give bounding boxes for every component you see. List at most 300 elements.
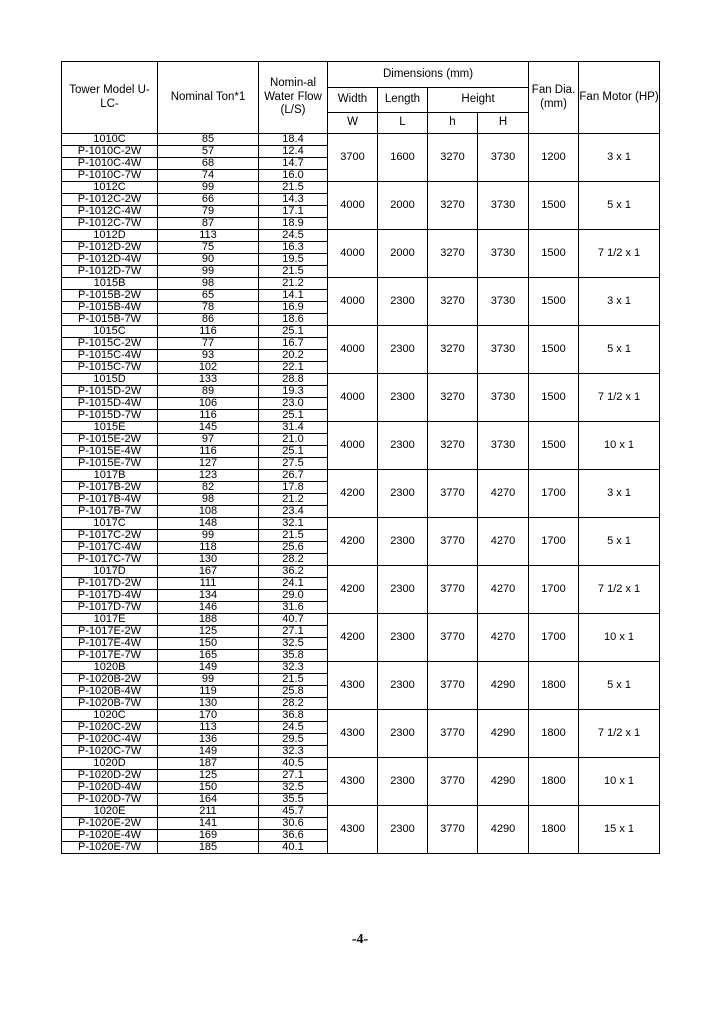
cell-nominal-ton: 74 bbox=[158, 170, 259, 182]
cell-model: P-1020D-4W bbox=[62, 782, 158, 794]
cell-height-h: 3770 bbox=[428, 710, 478, 758]
cell-water-flow: 30.6 bbox=[259, 818, 328, 830]
cell-nominal-ton: 106 bbox=[158, 398, 259, 410]
cell-height-h: 3270 bbox=[428, 374, 478, 422]
cell-model: 1015B bbox=[62, 278, 158, 290]
cell-length: 2000 bbox=[378, 230, 428, 278]
cell-height-H: 3730 bbox=[478, 326, 529, 374]
cell-nominal-ton: 145 bbox=[158, 422, 259, 434]
cell-nominal-ton: 98 bbox=[158, 494, 259, 506]
cell-model: P-1020D-7W bbox=[62, 794, 158, 806]
cell-nominal-ton: 57 bbox=[158, 146, 259, 158]
cell-height-h: 3770 bbox=[428, 614, 478, 662]
cell-height-h: 3770 bbox=[428, 470, 478, 518]
cell-nominal-ton: 98 bbox=[158, 278, 259, 290]
cell-water-flow: 24.1 bbox=[259, 578, 328, 590]
cell-water-flow: 14.3 bbox=[259, 194, 328, 206]
cell-nominal-ton: 108 bbox=[158, 506, 259, 518]
cell-fan-motor: 7 1/2 x 1 bbox=[579, 710, 660, 758]
cell-model: P-1017D-2W bbox=[62, 578, 158, 590]
cell-water-flow: 16.9 bbox=[259, 302, 328, 314]
cell-nominal-ton: 188 bbox=[158, 614, 259, 626]
cell-length: 2000 bbox=[378, 182, 428, 230]
header-water-flow: Nomin-al Water Flow (L/S) bbox=[259, 62, 328, 134]
cell-fan-dia: 1200 bbox=[529, 134, 579, 182]
cell-water-flow: 32.5 bbox=[259, 638, 328, 650]
cell-model: P-1012C-7W bbox=[62, 218, 158, 230]
cell-water-flow: 23.0 bbox=[259, 398, 328, 410]
cell-nominal-ton: 125 bbox=[158, 626, 259, 638]
header-fan-dia: Fan Dia. (mm) bbox=[529, 62, 579, 134]
cell-nominal-ton: 65 bbox=[158, 290, 259, 302]
cell-nominal-ton: 79 bbox=[158, 206, 259, 218]
cell-nominal-ton: 93 bbox=[158, 350, 259, 362]
cell-model: P-1017B-2W bbox=[62, 482, 158, 494]
cell-fan-motor: 15 x 1 bbox=[579, 806, 660, 854]
table-row bbox=[62, 422, 660, 434]
cell-height-H: 3730 bbox=[478, 374, 529, 422]
header-height: Height bbox=[428, 88, 529, 113]
cell-fan-dia: 1800 bbox=[529, 806, 579, 854]
cell-nominal-ton: 164 bbox=[158, 794, 259, 806]
cell-water-flow: 20.2 bbox=[259, 350, 328, 362]
cell-height-H: 3730 bbox=[478, 182, 529, 230]
cell-fan-dia: 1700 bbox=[529, 470, 579, 518]
cell-fan-dia: 1800 bbox=[529, 710, 579, 758]
cell-nominal-ton: 127 bbox=[158, 458, 259, 470]
cell-model: P-1020C-4W bbox=[62, 734, 158, 746]
cell-height-H: 3730 bbox=[478, 230, 529, 278]
header-nominal-ton: Nominal Ton*1 bbox=[158, 62, 259, 134]
cell-model: P-1012D-2W bbox=[62, 242, 158, 254]
cell-length: 2300 bbox=[378, 374, 428, 422]
cell-model: 1015D bbox=[62, 374, 158, 386]
cell-water-flow: 45.7 bbox=[259, 806, 328, 818]
cell-model: P-1020D-2W bbox=[62, 770, 158, 782]
cell-model: 1020C bbox=[62, 710, 158, 722]
cell-height-H: 4290 bbox=[478, 758, 529, 806]
cell-model: P-1015D-4W bbox=[62, 398, 158, 410]
cell-height-H: 4290 bbox=[478, 710, 529, 758]
cell-fan-dia: 1500 bbox=[529, 326, 579, 374]
cell-nominal-ton: 136 bbox=[158, 734, 259, 746]
cell-model: P-1015C-2W bbox=[62, 338, 158, 350]
cell-nominal-ton: 167 bbox=[158, 566, 259, 578]
cell-fan-motor: 7 1/2 x 1 bbox=[579, 230, 660, 278]
cell-length: 1600 bbox=[378, 134, 428, 182]
cell-water-flow: 19.5 bbox=[259, 254, 328, 266]
cell-height-H: 4270 bbox=[478, 614, 529, 662]
cell-model: P-1020B-4W bbox=[62, 686, 158, 698]
cell-fan-dia: 1800 bbox=[529, 662, 579, 710]
cell-model: P-1015B-4W bbox=[62, 302, 158, 314]
cell-nominal-ton: 77 bbox=[158, 338, 259, 350]
cell-water-flow: 14.1 bbox=[259, 290, 328, 302]
cell-nominal-ton: 113 bbox=[158, 230, 259, 242]
cell-water-flow: 40.5 bbox=[259, 758, 328, 770]
cell-fan-motor: 10 x 1 bbox=[579, 614, 660, 662]
cell-model: P-1015E-2W bbox=[62, 434, 158, 446]
table-row bbox=[62, 710, 660, 722]
cell-model: P-1020E-4W bbox=[62, 830, 158, 842]
cell-water-flow: 19.3 bbox=[259, 386, 328, 398]
cell-water-flow: 25.1 bbox=[259, 326, 328, 338]
cell-nominal-ton: 116 bbox=[158, 326, 259, 338]
cell-nominal-ton: 170 bbox=[158, 710, 259, 722]
cell-water-flow: 17.8 bbox=[259, 482, 328, 494]
cell-water-flow: 28.2 bbox=[259, 554, 328, 566]
cell-water-flow: 25.8 bbox=[259, 686, 328, 698]
cell-water-flow: 36.2 bbox=[259, 566, 328, 578]
cell-nominal-ton: 146 bbox=[158, 602, 259, 614]
cell-height-h: 3270 bbox=[428, 230, 478, 278]
cell-nominal-ton: 78 bbox=[158, 302, 259, 314]
cell-nominal-ton: 119 bbox=[158, 686, 259, 698]
cell-length: 2300 bbox=[378, 710, 428, 758]
cell-fan-dia: 1700 bbox=[529, 518, 579, 566]
cell-model: P-1017B-7W bbox=[62, 506, 158, 518]
cell-nominal-ton: 130 bbox=[158, 554, 259, 566]
cell-nominal-ton: 141 bbox=[158, 818, 259, 830]
cell-model: P-1020C-2W bbox=[62, 722, 158, 734]
table-body bbox=[62, 134, 660, 854]
cell-model: P-1017D-4W bbox=[62, 590, 158, 602]
table-row bbox=[62, 614, 660, 626]
cell-water-flow: 31.4 bbox=[259, 422, 328, 434]
cell-nominal-ton: 90 bbox=[158, 254, 259, 266]
header-dimensions: Dimensions (mm) bbox=[328, 62, 529, 88]
cell-fan-dia: 1500 bbox=[529, 374, 579, 422]
cell-nominal-ton: 75 bbox=[158, 242, 259, 254]
cell-fan-dia: 1500 bbox=[529, 230, 579, 278]
cell-water-flow: 29.5 bbox=[259, 734, 328, 746]
cell-model: P-1017C-4W bbox=[62, 542, 158, 554]
cell-height-h: 3770 bbox=[428, 662, 478, 710]
cell-nominal-ton: 89 bbox=[158, 386, 259, 398]
cell-height-H: 4290 bbox=[478, 662, 529, 710]
header-L: L bbox=[378, 113, 428, 134]
cell-water-flow: 21.5 bbox=[259, 266, 328, 278]
cell-height-h: 3270 bbox=[428, 134, 478, 182]
cell-height-h: 3270 bbox=[428, 422, 478, 470]
cell-height-H: 3730 bbox=[478, 134, 529, 182]
cell-length: 2300 bbox=[378, 566, 428, 614]
cell-model: P-1012C-2W bbox=[62, 194, 158, 206]
cell-water-flow: 27.5 bbox=[259, 458, 328, 470]
cell-height-h: 3270 bbox=[428, 182, 478, 230]
header-tower-model: Tower Model U-LC- bbox=[62, 62, 158, 134]
cell-fan-dia: 1500 bbox=[529, 182, 579, 230]
cell-length: 2300 bbox=[378, 326, 428, 374]
cell-length: 2300 bbox=[378, 614, 428, 662]
cell-model: 1017D bbox=[62, 566, 158, 578]
cell-water-flow: 18.9 bbox=[259, 218, 328, 230]
cell-water-flow: 12.4 bbox=[259, 146, 328, 158]
table-row bbox=[62, 758, 660, 770]
table-row bbox=[62, 230, 660, 242]
cell-water-flow: 32.5 bbox=[259, 782, 328, 794]
cell-width: 4300 bbox=[328, 662, 378, 710]
cell-model: P-1015C-4W bbox=[62, 350, 158, 362]
cell-nominal-ton: 116 bbox=[158, 446, 259, 458]
cell-height-H: 3730 bbox=[478, 278, 529, 326]
cell-width: 4200 bbox=[328, 518, 378, 566]
cell-model: P-1017B-4W bbox=[62, 494, 158, 506]
cell-model: P-1012C-4W bbox=[62, 206, 158, 218]
cell-water-flow: 31.6 bbox=[259, 602, 328, 614]
cell-model: P-1015E-4W bbox=[62, 446, 158, 458]
cell-model: P-1015B-7W bbox=[62, 314, 158, 326]
cell-nominal-ton: 86 bbox=[158, 314, 259, 326]
cell-model: 1015C bbox=[62, 326, 158, 338]
cell-nominal-ton: 99 bbox=[158, 182, 259, 194]
cell-width: 4000 bbox=[328, 278, 378, 326]
cell-model: P-1017E-2W bbox=[62, 626, 158, 638]
cell-nominal-ton: 150 bbox=[158, 782, 259, 794]
cell-width: 3700 bbox=[328, 134, 378, 182]
cell-water-flow: 25.1 bbox=[259, 410, 328, 422]
cell-height-H: 4290 bbox=[478, 806, 529, 854]
header-H: H bbox=[478, 113, 529, 134]
cell-nominal-ton: 165 bbox=[158, 650, 259, 662]
cell-height-H: 4270 bbox=[478, 470, 529, 518]
cell-model: P-1015D-2W bbox=[62, 386, 158, 398]
cell-nominal-ton: 149 bbox=[158, 746, 259, 758]
cell-nominal-ton: 118 bbox=[158, 542, 259, 554]
cell-width: 4000 bbox=[328, 230, 378, 278]
cell-nominal-ton: 148 bbox=[158, 518, 259, 530]
cell-model: 1012D bbox=[62, 230, 158, 242]
cell-water-flow: 35.5 bbox=[259, 794, 328, 806]
table-header bbox=[62, 62, 660, 134]
cell-water-flow: 21.2 bbox=[259, 494, 328, 506]
cell-fan-motor: 10 x 1 bbox=[579, 422, 660, 470]
cell-water-flow: 40.1 bbox=[259, 842, 328, 854]
cell-fan-motor: 3 x 1 bbox=[579, 470, 660, 518]
cell-nominal-ton: 97 bbox=[158, 434, 259, 446]
cell-height-H: 3730 bbox=[478, 422, 529, 470]
cell-model: 1020D bbox=[62, 758, 158, 770]
cell-fan-dia: 1500 bbox=[529, 278, 579, 326]
cell-width: 4300 bbox=[328, 710, 378, 758]
cell-nominal-ton: 87 bbox=[158, 218, 259, 230]
cell-model: P-1015D-7W bbox=[62, 410, 158, 422]
cell-model: 1012C bbox=[62, 182, 158, 194]
cell-water-flow: 36.8 bbox=[259, 710, 328, 722]
cell-height-h: 3270 bbox=[428, 326, 478, 374]
cell-water-flow: 21.5 bbox=[259, 674, 328, 686]
cell-nominal-ton: 66 bbox=[158, 194, 259, 206]
cell-height-h: 3270 bbox=[428, 278, 478, 326]
cell-nominal-ton: 116 bbox=[158, 410, 259, 422]
cell-nominal-ton: 187 bbox=[158, 758, 259, 770]
cell-model: 1010C bbox=[62, 134, 158, 146]
cell-nominal-ton: 102 bbox=[158, 362, 259, 374]
cell-water-flow: 35.8 bbox=[259, 650, 328, 662]
cell-nominal-ton: 113 bbox=[158, 722, 259, 734]
cell-width: 4200 bbox=[328, 470, 378, 518]
cell-height-h: 3770 bbox=[428, 758, 478, 806]
header-length: Length bbox=[378, 88, 428, 113]
table-row bbox=[62, 662, 660, 674]
header-width: Width bbox=[328, 88, 378, 113]
cell-fan-motor: 3 x 1 bbox=[579, 134, 660, 182]
cell-fan-dia: 1500 bbox=[529, 422, 579, 470]
cell-model: P-1020B-2W bbox=[62, 674, 158, 686]
cell-nominal-ton: 211 bbox=[158, 806, 259, 818]
cell-nominal-ton: 150 bbox=[158, 638, 259, 650]
cell-length: 2300 bbox=[378, 662, 428, 710]
cell-length: 2300 bbox=[378, 278, 428, 326]
cell-nominal-ton: 149 bbox=[158, 662, 259, 674]
cell-model: P-1017C-2W bbox=[62, 530, 158, 542]
cell-model: P-1020B-7W bbox=[62, 698, 158, 710]
cell-fan-motor: 5 x 1 bbox=[579, 662, 660, 710]
cell-length: 2300 bbox=[378, 758, 428, 806]
page-number: -4- bbox=[351, 932, 369, 947]
cell-water-flow: 18.4 bbox=[259, 134, 328, 146]
cell-fan-dia: 1700 bbox=[529, 614, 579, 662]
cell-water-flow: 25.1 bbox=[259, 446, 328, 458]
cell-water-flow: 24.5 bbox=[259, 230, 328, 242]
cell-model: P-1020E-2W bbox=[62, 818, 158, 830]
cell-water-flow: 18.6 bbox=[259, 314, 328, 326]
cell-width: 4300 bbox=[328, 806, 378, 854]
table-row bbox=[62, 134, 660, 146]
cell-water-flow: 32.3 bbox=[259, 746, 328, 758]
cell-model: P-1017E-7W bbox=[62, 650, 158, 662]
cell-water-flow: 36.6 bbox=[259, 830, 328, 842]
cell-model: 1015E bbox=[62, 422, 158, 434]
cell-length: 2300 bbox=[378, 470, 428, 518]
cell-water-flow: 25.6 bbox=[259, 542, 328, 554]
cell-height-h: 3770 bbox=[428, 806, 478, 854]
cell-fan-motor: 3 x 1 bbox=[579, 278, 660, 326]
cell-width: 4000 bbox=[328, 182, 378, 230]
cell-model: P-1010C-4W bbox=[62, 158, 158, 170]
cell-fan-motor: 7 1/2 x 1 bbox=[579, 566, 660, 614]
cell-width: 4200 bbox=[328, 614, 378, 662]
cell-nominal-ton: 133 bbox=[158, 374, 259, 386]
cell-water-flow: 21.0 bbox=[259, 434, 328, 446]
cell-model: P-1017C-7W bbox=[62, 554, 158, 566]
cell-nominal-ton: 99 bbox=[158, 530, 259, 542]
cell-fan-dia: 1700 bbox=[529, 566, 579, 614]
header-W: W bbox=[328, 113, 378, 134]
cell-nominal-ton: 99 bbox=[158, 674, 259, 686]
cell-fan-motor: 5 x 1 bbox=[579, 518, 660, 566]
cell-model: P-1012D-4W bbox=[62, 254, 158, 266]
table-row bbox=[62, 278, 660, 290]
cell-nominal-ton: 130 bbox=[158, 698, 259, 710]
cell-width: 4300 bbox=[328, 758, 378, 806]
cell-nominal-ton: 68 bbox=[158, 158, 259, 170]
cell-model: P-1017E-4W bbox=[62, 638, 158, 650]
cell-water-flow: 28.2 bbox=[259, 698, 328, 710]
table-row bbox=[62, 806, 660, 818]
cell-model: 1017B bbox=[62, 470, 158, 482]
table-row bbox=[62, 374, 660, 386]
cell-length: 2300 bbox=[378, 518, 428, 566]
table-row bbox=[62, 518, 660, 530]
cell-model: P-1015C-7W bbox=[62, 362, 158, 374]
cell-length: 2300 bbox=[378, 806, 428, 854]
table-row bbox=[62, 470, 660, 482]
cell-nominal-ton: 123 bbox=[158, 470, 259, 482]
cell-nominal-ton: 99 bbox=[158, 266, 259, 278]
cell-width: 4000 bbox=[328, 326, 378, 374]
cell-water-flow: 23.4 bbox=[259, 506, 328, 518]
cell-model: P-1020C-7W bbox=[62, 746, 158, 758]
cell-water-flow: 27.1 bbox=[259, 770, 328, 782]
cell-water-flow: 32.1 bbox=[259, 518, 328, 530]
cell-model: P-1020E-7W bbox=[62, 842, 158, 854]
cell-height-h: 3770 bbox=[428, 518, 478, 566]
cell-model: P-1015E-7W bbox=[62, 458, 158, 470]
header-h: h bbox=[428, 113, 478, 134]
cell-height-h: 3770 bbox=[428, 566, 478, 614]
cell-nominal-ton: 85 bbox=[158, 134, 259, 146]
cell-model: P-1010C-2W bbox=[62, 146, 158, 158]
header-fan-motor: Fan Motor (HP) bbox=[579, 62, 660, 134]
cell-model: 1017C bbox=[62, 518, 158, 530]
cell-fan-motor: 7 1/2 x 1 bbox=[579, 374, 660, 422]
table-row bbox=[62, 326, 660, 338]
cell-nominal-ton: 185 bbox=[158, 842, 259, 854]
cell-nominal-ton: 82 bbox=[158, 482, 259, 494]
cooling-tower-spec-table bbox=[61, 61, 660, 854]
cell-model: 1017E bbox=[62, 614, 158, 626]
cell-water-flow: 24.5 bbox=[259, 722, 328, 734]
cell-water-flow: 21.5 bbox=[259, 530, 328, 542]
cell-width: 4000 bbox=[328, 422, 378, 470]
cell-fan-motor: 10 x 1 bbox=[579, 758, 660, 806]
cell-model: 1020B bbox=[62, 662, 158, 674]
cell-nominal-ton: 134 bbox=[158, 590, 259, 602]
cell-water-flow: 16.3 bbox=[259, 242, 328, 254]
cell-water-flow: 27.1 bbox=[259, 626, 328, 638]
cell-water-flow: 22.1 bbox=[259, 362, 328, 374]
cell-water-flow: 14.7 bbox=[259, 158, 328, 170]
cell-width: 4200 bbox=[328, 566, 378, 614]
cell-model: 1020E bbox=[62, 806, 158, 818]
cell-width: 4000 bbox=[328, 374, 378, 422]
cell-model: P-1010C-7W bbox=[62, 170, 158, 182]
cell-water-flow: 28.8 bbox=[259, 374, 328, 386]
cell-water-flow: 21.5 bbox=[259, 182, 328, 194]
cell-nominal-ton: 169 bbox=[158, 830, 259, 842]
cell-fan-dia: 1800 bbox=[529, 758, 579, 806]
cell-length: 2300 bbox=[378, 422, 428, 470]
table-row bbox=[62, 566, 660, 578]
cell-fan-motor: 5 x 1 bbox=[579, 326, 660, 374]
cell-model: P-1015B-2W bbox=[62, 290, 158, 302]
cell-water-flow: 17.1 bbox=[259, 206, 328, 218]
cell-model: P-1017D-7W bbox=[62, 602, 158, 614]
cell-fan-motor: 5 x 1 bbox=[579, 182, 660, 230]
cell-water-flow: 16.0 bbox=[259, 170, 328, 182]
table-row bbox=[62, 182, 660, 194]
cell-nominal-ton: 125 bbox=[158, 770, 259, 782]
cell-water-flow: 40.7 bbox=[259, 614, 328, 626]
cell-water-flow: 26.7 bbox=[259, 470, 328, 482]
cell-water-flow: 32.3 bbox=[259, 662, 328, 674]
cell-water-flow: 21.2 bbox=[259, 278, 328, 290]
cell-height-H: 4270 bbox=[478, 566, 529, 614]
cell-water-flow: 16.7 bbox=[259, 338, 328, 350]
cell-water-flow: 29.0 bbox=[259, 590, 328, 602]
cell-model: P-1012D-7W bbox=[62, 266, 158, 278]
